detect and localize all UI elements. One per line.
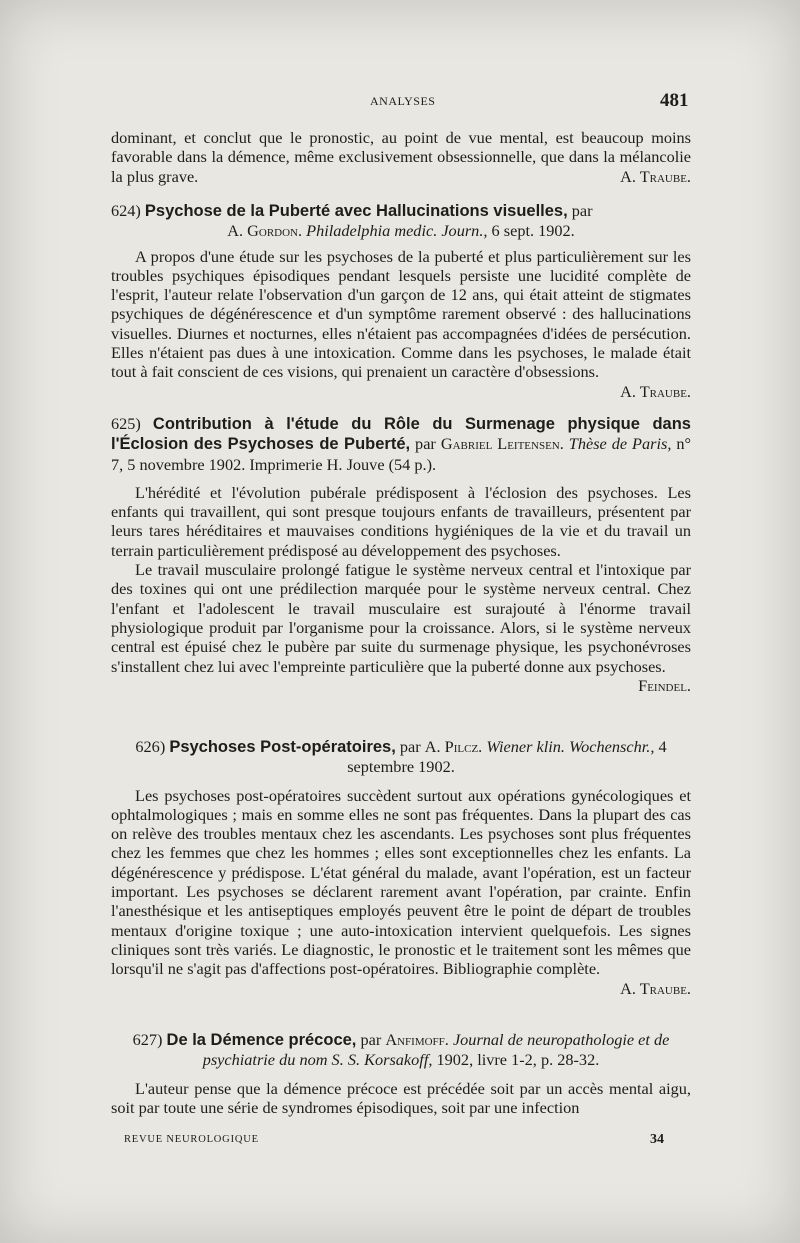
article-626-signature: A. Traube. [620, 978, 691, 998]
article-625-details: n° 7, 5 novembre 1902. Imprimerie H. Jouve (54 p.). [111, 434, 692, 474]
page-number: 481 [660, 90, 689, 111]
article-626-date: 4 septembre 1902. [347, 737, 667, 777]
article-624-journal: Philadelphia medic. Journ., [306, 221, 488, 241]
intro-block [111, 128, 691, 186]
article-626-body: Les psychoses post-opératoires succèdent surtout aux opérations gynécologiques et ophtalmologiques ; mais en somme elles ne sont pas fréquentes. Dans la plupart des cas on relève des troubles mentaux chez les ascendants. Les psychoses sont plus fréquentes chez les femmes que chez les hommes ; elles sont exceptionnelles chez les enfants. La dégénérescence y prédispose. L'état général du malade, avant l'opération, est un facteur important. Les psychoses se déclarent rarement avant l'opération, par crainte. Enfin l'anesthésique et les antiseptiques employés peuvent être le point de départ de troubles mentaux d'origine toxique ; une auto-intoxication intervient quelquefois. Les signes cliniques sont très variés. Le diagnostic, le pronostic et le traitement sont les mêmes que lorsqu'il ne s'agit pas d'affections post-opératoires. Bibliographie complète. A. Traube. [111, 785, 691, 998]
page-footer [0, 1132, 800, 1152]
article-626 [111, 737, 691, 998]
article-625-paragraph-1: L'hérédité et l'évolution pubérale prédisposent à l'éclosion des psychoses. Les enfants qui travaillent, qui sont presque toujours enfants de travailleurs, présentent par leurs tares héréditaires et mauvaises conditions hygiéniques de la vie et du travail un terrain particulièrement prédisposé au développement des psychoses. [111, 482, 691, 560]
article-625-title: Contribution à l'étude du Rôle du Surmenage physique dans l'Éclosion des Psychoses de Puberté, [111, 415, 691, 454]
article-624-author: A. Gordon. [227, 221, 303, 241]
article-625-number: 625) [111, 414, 141, 433]
article-624-body: A propos d'une étude sur les psychoses de la puberté et plus particulièrement sur les troubles psychiques épisodiques pendant lesquels persiste une lucidité complète de l'esprit, l'auteur relate l'observation d'un garçon de 12 ans, qui était atteint de stigmates psychiques de dégénérescence et d'un symptôme rarement observé : des hallucinations visuelles. Diurnes et nocturnes, elles n'étaient pas accompagnées d'idées de persécution. Elles n'étaient pas dues à une intoxication. Comme dans les psychoses, le malade était tout à fait conscient de ces visions, qui prenaient un caractère d'obsessions. A. Traube. [111, 246, 691, 401]
article-627-journal: Journal de neuropathologie et de psychiatrie du nom S. S. Korsakoff, [202, 1030, 670, 1070]
article-624-number: 624) [111, 201, 141, 220]
article-627-author: Anfimoff. [385, 1030, 449, 1049]
intro-signature: A. Traube. [620, 166, 691, 186]
article-625-author: Gabriel Leitensen. [440, 434, 564, 454]
article-625-paragraph-2: Le travail musculaire prolongé fatigue le système nerveux central et l'intoxique par des toxines qui ont une prédilection marquée pour le système nerveux central. Chez l'enfant et l'adolescent le travail musculaire est surajouté à l'énorme travail physiologique produit par l'organisme pour la croissance. Alors, si le système nerveux central est épuisé chez le pubère par suite du surmenage physique, les psychonévroses s'installent chez lui avec l'empreinte particulière que la puberté donne aux psychoses. Feindel. [111, 560, 691, 695]
article-624-reference [111, 221, 691, 240]
article-627-heading: 627) De la Démence précoce, par Anfimoff. Journal de neuropathologie et de psychiatrie du nom S. S. Korsakoff, 1902, livre 1-2, p. 28-32. [132, 1030, 670, 1070]
article-624-heading: 624) Psychose de la Puberté avec Hallucinations visuelles, par [111, 201, 593, 220]
article-626-author: A. Pilcz. [424, 737, 483, 756]
sheet-number: 34 [650, 1132, 664, 1147]
journal-name: REVUE NEUROLOGIQUE [124, 1134, 259, 1145]
article-626-number: 626) [135, 737, 166, 756]
article-624 [111, 201, 691, 401]
article-627-number: 627) [132, 1030, 163, 1049]
article-625-signature: Feindel. [638, 675, 691, 695]
article-624-signature: A. Traube. [620, 381, 691, 401]
article-627-body: L'auteur pense que la démence précoce est précédée soit par un accès mental aigu, soit par toute une série de syndromes épisodiques, soit par une infection [111, 1078, 691, 1117]
article-626-title: Psychoses Post-opératoires, [169, 738, 396, 756]
article-625-heading: 625) Contribution à l'étude du Rôle du Surmenage physique dans l'Éclosion des Psychoses de Puberté, par Gabriel Leitensen. Thèse de Paris, n° 7, 5 novembre 1902. Imprimerie H. Jouve (54 p.). [111, 414, 692, 474]
article-627-details: 1902, livre 1-2, p. 28-32. [436, 1050, 600, 1070]
article-627-title: De la Démence précoce, [166, 1031, 357, 1049]
running-title: ANALYSES [370, 94, 436, 108]
page-header [0, 90, 800, 114]
intro-paragraph: dominant, et conclut que le pronostic, au point de vue mental, est beaucoup moins favorable dans la démence, même exclusivement obsessionnelle, que dans la mélancolie la plus grave. A. Traube. [111, 128, 691, 186]
article-626-heading: 626) Psychoses Post-opératoires, par A. Pilcz. Wiener klin. Wochenschr., 4 septembre 1902. [135, 737, 667, 777]
article-626-journal: Wiener klin. Wochenschr., [486, 737, 655, 756]
article-625 [111, 414, 691, 695]
article-624-date: 6 sept. 1902. [491, 221, 575, 241]
article-625-thesis: Thèse de Paris, [568, 434, 672, 454]
article-627 [111, 1030, 691, 1117]
article-624-title: Psychose de la Puberté avec Hallucinations visuelles, [144, 202, 568, 220]
